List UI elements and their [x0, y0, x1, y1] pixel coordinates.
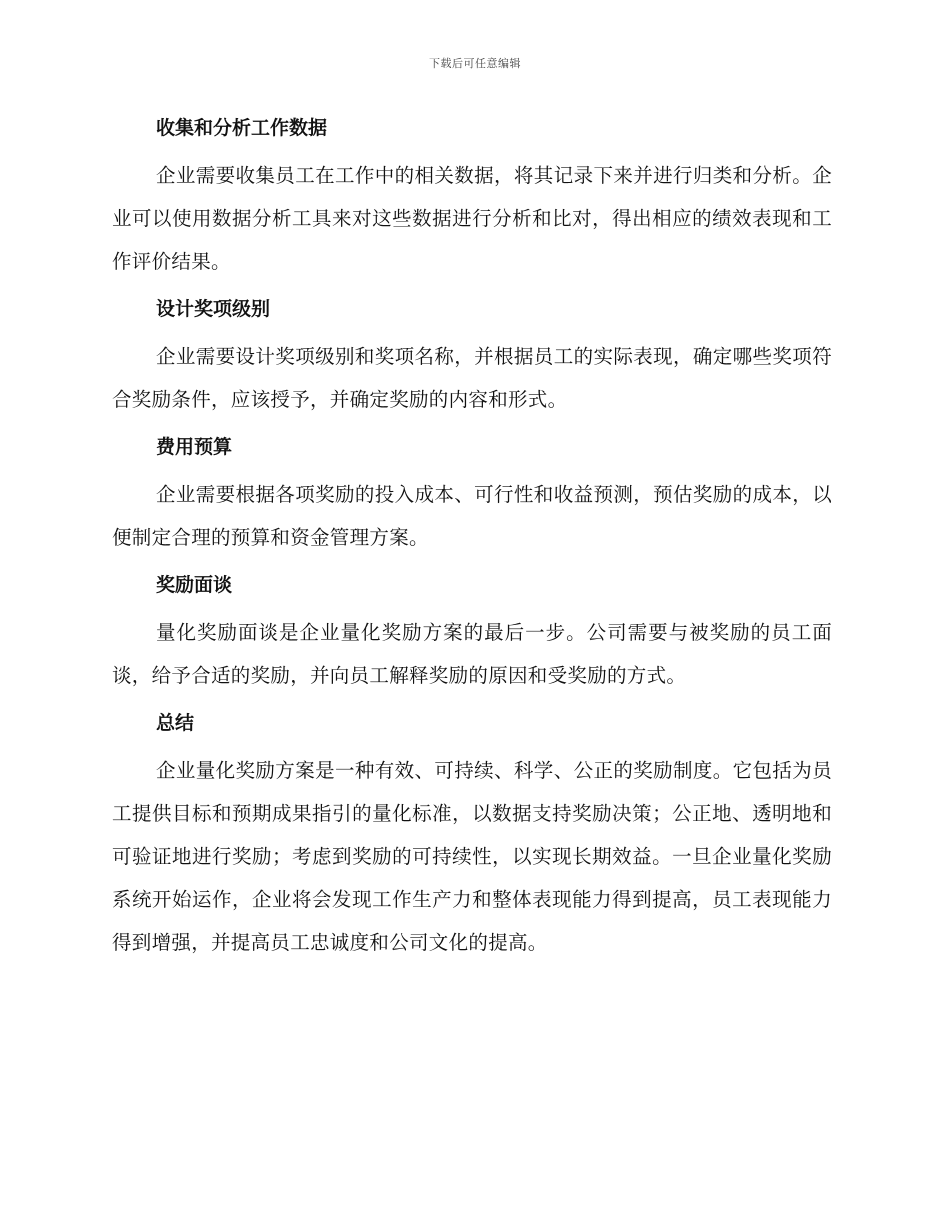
- section-body-summary: 企业量化奖励方案是一种有效、可持续、科学、公正的奖励制度。它包括为员工提供目标和预期成果指引的量化标准，以数据支持奖励决策；公正地、透明地和可验证地进行奖励；考虑到奖励的可持续性，以实现长期效益。一旦企业量化奖励系统开始运作，企业将会发现工作生产力和整体表现能力得到提高，员工表现能力得到增强，并提高员工忠诚度和公司文化的提高。: [112, 759, 832, 954]
- section-heading-summary: 总结: [156, 712, 195, 734]
- section-heading-interview: 奖励面谈: [156, 574, 233, 596]
- header-note: 下载后可任意编辑: [429, 57, 521, 70]
- section-body-interview: 量化奖励面谈是企业量化奖励方案的最后一步。公司需要与被奖励的员工面谈，给予合适的奖励，并向员工解释奖励的原因和受奖励的方式。: [112, 621, 832, 687]
- section-body-award-levels: 企业需要设计奖项级别和奖项名称，并根据员工的实际表现，确定哪些奖项符合奖励条件，应该授予，并确定奖励的内容和形式。: [112, 345, 832, 411]
- section-heading-data-collection: 收集和分析工作数据: [156, 117, 328, 139]
- section-body-budget: 企业需要根据各项奖励的投入成本、可行性和收益预测，预估奖励的成本，以便制定合理的预算和资金管理方案。: [112, 483, 832, 549]
- section-body-data-collection: 企业需要收集员工在工作中的相关数据，将其记录下来并进行归类和分析。企业可以使用数据分析工具来对这些数据进行分析和比对，得出相应的绩效表现和工作评价结果。: [112, 164, 832, 273]
- document-content: [112, 110, 832, 972]
- section-heading-award-levels: 设计奖项级别: [156, 298, 271, 320]
- section-heading-budget: 费用预算: [156, 436, 233, 458]
